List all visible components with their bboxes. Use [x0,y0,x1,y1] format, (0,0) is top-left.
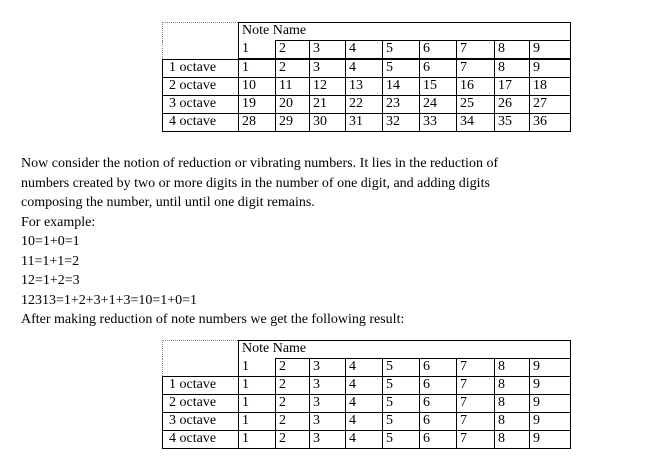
table-cell: 27 [530,96,571,114]
table-cell: 4 [346,413,383,431]
table-cell: 32 [383,114,420,132]
table-cell: 33 [420,114,457,132]
table-cell: 24 [420,96,457,114]
column-header: 7 [457,41,495,60]
table-cell: 17 [495,78,530,96]
table-cell: 3 [310,395,346,413]
paragraph-line: Now consider the notion of reduction or vibrating numbers. It lies in the reduction of [21,156,499,171]
column-header: 9 [530,41,571,60]
table-cell: 11 [276,78,310,96]
table-cell: 5 [383,377,420,395]
column-header: 9 [530,359,571,377]
table-cell: 6 [420,413,457,431]
table-cell: 5 [383,59,420,78]
table-cell: 2 [276,395,310,413]
table-cell: 8 [495,395,530,413]
table-cell: 2 [276,431,310,449]
table-corner-cell [163,23,239,60]
table-cell: 8 [495,59,530,78]
table-cell: 5 [383,431,420,449]
note-name-header: Note Name [239,341,571,359]
table-cell: 3 [310,59,346,78]
table-cell: 35 [495,114,530,132]
table-cell: 16 [457,78,495,96]
table-cell: 8 [495,413,530,431]
table-cell: 9 [530,377,571,395]
table-cell: 4 [346,431,383,449]
example-line: 12=1+2=3 [21,273,80,288]
table-cell: 12 [310,78,346,96]
table-cell: 7 [457,395,495,413]
table-cell: 2 [276,59,310,78]
table-cell: 9 [530,431,571,449]
note-table-reduced [162,340,571,449]
table-row [163,413,571,431]
table-cell: 2 [276,377,310,395]
table-cell: 31 [346,114,383,132]
table-cell: 7 [457,413,495,431]
table-cell: 9 [530,395,571,413]
column-header: 2 [276,41,310,60]
column-header: 4 [346,359,383,377]
row-label: 4 octave [163,431,239,449]
paragraph-line: numbers created by two or more digits in the number of one digit, and adding digits [21,175,490,191]
table-cell: 23 [383,96,420,114]
table-cell: 3 [310,431,346,449]
table-cell: 25 [457,96,495,114]
table-cell: 4 [346,59,383,78]
table-cell: 1 [239,431,276,449]
note-table-original [162,22,571,132]
table-cell: 6 [420,395,457,413]
table-cell: 34 [457,114,495,132]
table-cell: 5 [383,395,420,413]
column-header: 7 [457,359,495,377]
table-cell: 15 [420,78,457,96]
table-cell: 9 [530,59,571,78]
column-header: 4 [346,41,383,60]
table-cell: 21 [310,96,346,114]
column-header: 2 [276,359,310,377]
table-cell: 3 [310,413,346,431]
table-cell: 13 [346,78,383,96]
row-label: 1 octave [163,59,239,78]
reduction-explanation [21,154,641,330]
table-cell: 3 [310,377,346,395]
table-cell: 29 [276,114,310,132]
example-line: 10=1+0=1 [21,234,80,249]
table-cell: 1 [239,395,276,413]
example-line: 12313=1+2+3+1+3=10=1+0=1 [21,292,198,308]
table-row [163,114,571,132]
column-header: 5 [383,41,420,60]
table-row [163,377,571,395]
table-cell: 36 [530,114,571,132]
table-cell: 1 [239,59,276,78]
table-cell: 22 [346,96,383,114]
table-row [163,96,571,114]
table-cell: 20 [276,96,310,114]
paragraph-line: composing the number, until until one digit remains. [21,195,315,210]
table-cell: 6 [420,59,457,78]
paragraph-line: After making reduction of note numbers we get the following result: [21,312,405,327]
row-label: 3 octave [163,96,239,114]
table-cell: 8 [495,431,530,449]
row-label: 2 octave [163,78,239,96]
column-header: 1 [239,41,276,60]
table-row [163,59,571,78]
table-row [163,78,571,96]
column-header: 8 [495,359,530,377]
table-cell: 4 [346,377,383,395]
row-label: 4 octave [163,114,239,132]
column-header: 1 [239,359,276,377]
table-cell: 18 [530,78,571,96]
table-row [163,395,571,413]
row-label: 1 octave [163,377,239,395]
row-label: 3 octave [163,413,239,431]
table-cell: 2 [276,413,310,431]
table-cell: 6 [420,431,457,449]
table-cell: 8 [495,377,530,395]
table-cell: 5 [383,413,420,431]
example-line: 11=1+1=2 [21,253,80,269]
table-cell: 19 [239,96,276,114]
table-cell: 1 [239,413,276,431]
table-cell: 28 [239,114,276,132]
table-cell: 10 [239,78,276,96]
column-header: 3 [310,359,346,377]
table-cell: 1 [239,377,276,395]
column-header: 8 [495,41,530,60]
table-row [163,431,571,449]
table-cell: 9 [530,413,571,431]
note-name-header: Note Name [239,23,571,41]
column-header: 3 [310,41,346,60]
table-header-row [163,23,571,41]
example-heading: For example: [21,214,96,230]
table-cell: 6 [420,377,457,395]
row-label: 2 octave [163,395,239,413]
table-corner-cell [163,341,239,377]
table-cell: 26 [495,96,530,114]
table-cell: 7 [457,59,495,78]
column-header: 5 [383,359,420,377]
column-header: 6 [420,41,457,60]
column-header: 6 [420,359,457,377]
table-cell: 4 [346,395,383,413]
table-header-row [163,341,571,359]
table-cell: 7 [457,431,495,449]
table-cell: 30 [310,114,346,132]
table-cell: 14 [383,78,420,96]
table-cell: 7 [457,377,495,395]
